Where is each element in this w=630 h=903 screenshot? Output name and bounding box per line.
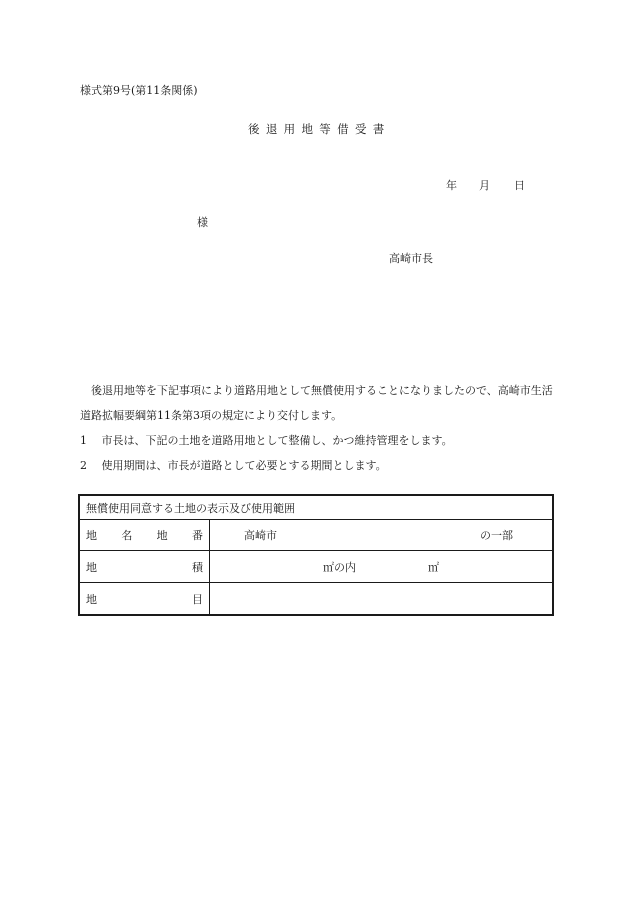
lot-label-char: 名 [121,529,133,542]
category-label [79,583,210,616]
lot-label-char: 番 [191,529,203,542]
table-heading: 無償使用同意する土地の表示及び使用範囲 [79,495,553,520]
area-row [79,551,553,583]
intro-paragraph: 後退用地等を下記事項により道路用地として無償使用することになりましたので、高崎市生活道路拡幅要綱第11条第3項の規定により交付します。 [80,384,553,422]
issuer-name: 高崎市長 [389,252,433,265]
condition-item-2 [80,453,556,478]
area-total-unit: ㎡の内 [323,560,356,574]
date-day-label: 日 [514,179,525,192]
document-title: 後退用地等借受書 [248,122,391,136]
item-text: 市長は、下記の土地を道路用地として整備し、かつ維持管理をします。 [101,434,453,447]
addressee-suffix: 様 [197,216,208,229]
category-row [79,583,553,616]
item-number: 2 [80,459,87,472]
lot-suffix: の一部 [480,529,513,542]
lot-label-char: 地 [156,529,168,542]
area-label [79,551,210,583]
table-heading-row [79,495,553,520]
date-month-label: 月 [479,179,490,192]
area-label-char: 地 [86,560,97,574]
area-label-char: 積 [192,560,203,574]
item-text: 使用期間は、市長が道路として必要とする期間とします。 [101,459,387,472]
area-value-cell [210,551,554,583]
item-number: 1 [80,434,87,447]
category-label-char: 目 [192,592,203,606]
lot-value-cell [210,520,554,551]
area-used-unit: ㎡ [428,560,439,574]
condition-item-1 [80,428,556,453]
land-table [78,494,554,616]
form-number: 様式第9号(第11条関係) [80,84,198,97]
category-value-cell [210,583,554,616]
lot-city: 高崎市 [244,529,277,542]
date-year-label: 年 [446,179,457,192]
lot-label-char: 地 [86,529,97,542]
category-label-char: 地 [86,592,97,606]
lot-label [79,520,210,551]
lot-row [79,520,553,551]
date-line [446,177,525,193]
